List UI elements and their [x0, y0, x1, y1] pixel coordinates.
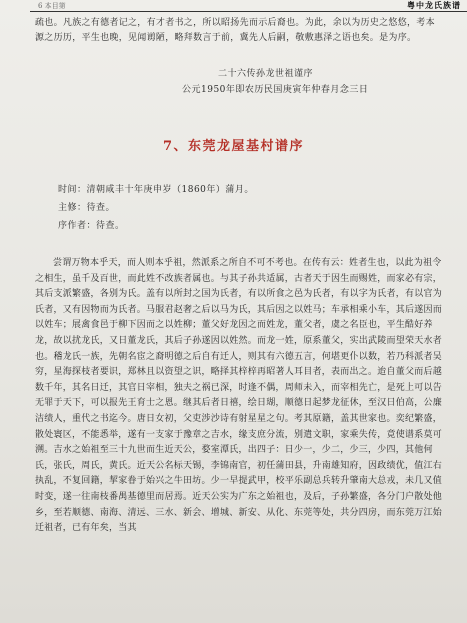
section-time: 时间：清朝咸丰十年庚申岁（1860年）蒲月。 [58, 185, 254, 195]
section-body-text: 尝谓万物本乎天，而人则本乎祖，然派系之所自不可不考也。在传有云：姓者生也，以此为祖令之相生，虽千及百世，而此姓不改族者属也。与其子孙共适属，古者天于因生而赐姓，而家必有宗，其后支派繁盛，各别为氏。盖有以所封之国为氏者，有以所食之邑为氏者，有以字为氏者，有以官为氏者，又有因物而为氏者。马服君赵奢之后以马为氏，其后因之以姓马；车承相乘小车，其后遂因而以姓车；展禽食邑于柳下因而之以姓柳；董父好龙因之而姓龙，董父者，虞之名臣也，平生酷好养龙，故以扰龙氏，又日董龙氏，其后子孙遂因以姓然。而龙一姓，原系董父，实出武陵而望荣天水者也。稽龙氏一族，先朝名宦之裔明德之后自有迁人，则其有六德五言，何堪更仆以数，若乃科派者吴穷，星海探枝者要识，郑林且以资望之识，略择其梓梓再昭著人耳目者，表而出之。迨自董父而后越数千年，其名日迁，其官日宰相，独夫之祸已深，时逢不偶，周师未入，而宰相先亡，是死上可以告无罪于天下，可以报先王育士之恩。继其后者日禧，绘日瑚，顺德日起梦龙征休，至汉日伯高，公廉洁绩人，重代之书迄今。唐日女初，父吏涉沙诗有射星星之句。考其原籍，盖其世家也。奕纪繁盛，散处寰区，不能悉举，遂有一支家于豫章之吉水，缘支庶分流，别遣文职，家乘失传，竟使谱系莫可溯。吉水之始祖至三十九世而生近天公，婺室潭氏，出四子：日少一，少二，少三，少四，其他何氏，张氏，周氏，黄氏。近天公名标天锡，李锦南官，初任蒲田县，升南雄知府，因政绩优，值江右执乱，不复回籍，挈家眷于始兴之牛田坊。少一早提武甲，校平乐副总兵转升肇南大总戎，未几又值时变，遂一往南枝番禺基德里而居焉。近天公实为广东之始祖也，及后，子孙繁盛，各分门户散处他乡，至若顺德、南海、清远、三水、新会、增城、新安、从化、东莞等处，共分四房，而东莞万江始迁祖者，已有年矣，当其 [35, 258, 443, 534]
section-body [35, 256, 445, 537]
header-rule [30, 11, 467, 12]
header-book-title: 粤中龙氏族谱 [407, 0, 461, 10]
previous-section-date: 公元1950年即农历民国庚寅年仲春月念三日 [182, 85, 369, 95]
header-page-number: 6 本目第 [38, 2, 66, 10]
page-header [0, 0, 467, 14]
previous-section-signature: 二十六传孙龙世祖谨序 [218, 69, 314, 79]
section-editor: 主修：待查。 [58, 203, 116, 213]
section-title: 7、东莞龙屋基村谱序 [162, 139, 305, 154]
section-author: 序作者：待查。 [58, 221, 125, 231]
previous-section-text: 疏也。凡族之有德者记之，有才者书之，所以昭扬先而示后裔也。为此，余以为历史之悠悠，考本源之历历，平生也晚，见闻谫陋，略拜数言于前，冀先人后嗣，敬敷惠泽之语也矣。是为序。 [35, 18, 435, 43]
